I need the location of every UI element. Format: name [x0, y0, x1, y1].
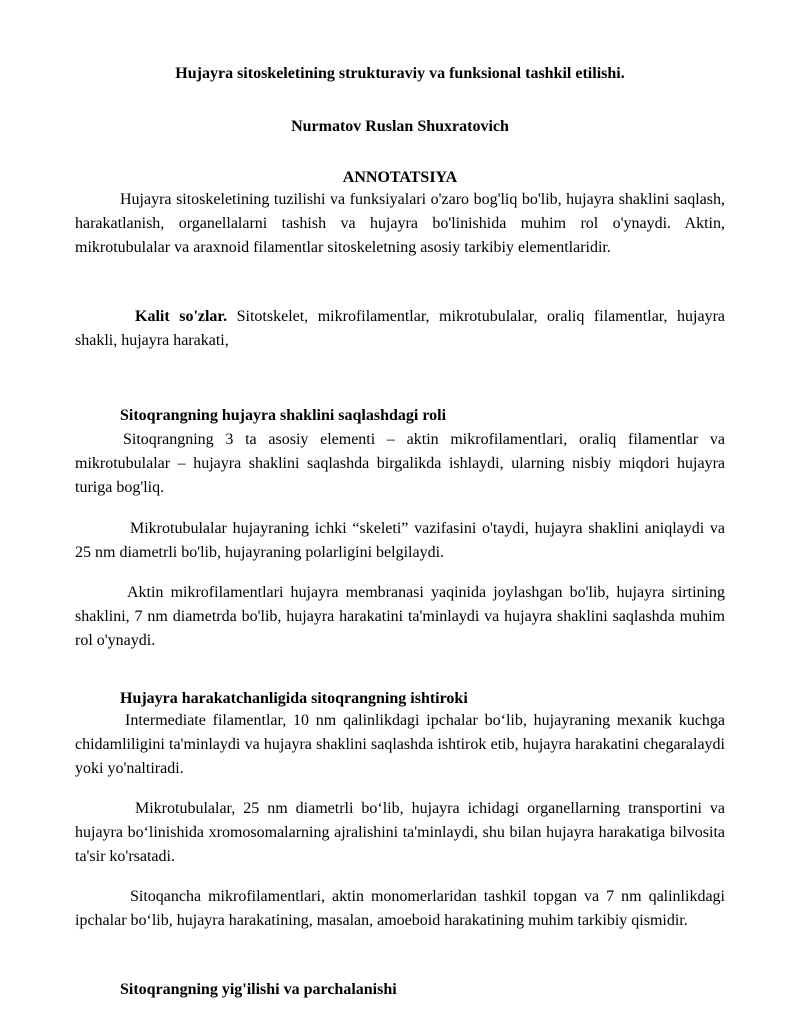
section2-p3-text: Sitoqancha mikrofilamentlari, aktin monomerlaridan tashkil topgan va 7 nm qalinlikdagi ipchalar bo‘lib, hujayra harakatining, masalan, amoeboid harakatining muhim tarkibiy qismidir.: [75, 888, 725, 929]
keywords-label: Kalit so'zlar.: [135, 308, 228, 325]
section-heading-motility: Hujayra harakatchanligida sitoqrangning ishtiroki: [120, 690, 468, 707]
section1-paragraph-1: [75, 428, 725, 500]
section2-paragraph-3: [75, 885, 725, 933]
section1-p3-text: Aktin mikrofilamentlari hujayra membranasi yaqinida joylashgan bo'lib, hujayra sirtining shaklini, 7 nm diametrda bo'lib, hujayra harakatini ta'minlaydi va hujayra shaklini saqlashda muhim rol o'ynaydi.: [75, 584, 725, 649]
section1-p1-text: Sitoqrangning 3 ta asosiy elementi – aktin mikrofilamentlari, oraliq filamentlar va mikrotubulalar – hujayra shaklini saqlashda birgalikda ishlaydi, ularning nisbiy miqdori hujayra turiga bog'liq.: [75, 431, 725, 496]
author-name: Nurmatov Ruslan Shuxratovich: [291, 118, 509, 135]
annotation-heading: ANNOTATSIYA: [342, 169, 458, 186]
section-heading-shape-maintenance: Sitoqrangning hujayra shaklini saqlashdagi roli: [120, 407, 447, 424]
annotation-paragraph: [75, 188, 725, 260]
section1-paragraph-2: [75, 517, 725, 565]
section2-p2-text: Mikrotubulalar, 25 nm diametrli bo‘lib, hujayra ichidagi organellarning transportini va hujayra bo‘linishida xromosomalarning ajralishini ta'minlaydi, shu bilan hujayra harakatiga bilvosita ta'sir ko'rsatadi.: [75, 800, 725, 865]
section1-paragraph-3: [75, 581, 725, 653]
section-heading-assembly: Sitoqrangning yig'ilishi va parchalanishi: [120, 981, 397, 998]
keywords-text: Sitotskelet, mikrofilamentlar, mikrotubulalar, oraliq filamentlar, hujayra shakli, hujayra harakati,: [75, 308, 726, 349]
keywords-line: [75, 305, 725, 353]
annotation-text: Hujayra sitoskeletining tuzilishi va funksiyalari o'zaro bog'liq bo'lib, hujayra shaklini saqlash, harakatlanish, organellalarni tashish va hujayra bo'linishida muhim rol o'ynaydi. Aktin, mikrotubulalar va araxnoid filamentlar sitoskeletning asosiy tarkibiy elementlaridir.: [75, 191, 725, 256]
section2-paragraph-1: [75, 709, 725, 781]
section2-p1-text: Intermediate filamentlar, 10 nm qalinlikdagi ipchalar bo‘lib, hujayraning mexanik kuchga chidamliligini ta'minlaydi va hujayra shaklini saqlashda ishtirok etib, hujayra harakatini chegaralaydi yoki yo'naltiradi.: [75, 712, 725, 777]
keywords-paragraph: [75, 305, 725, 353]
section2-paragraph-2: [75, 797, 725, 869]
document-title: Hujayra sitoskeletining strukturaviy va funksional tashkil etilishi.: [175, 65, 625, 82]
section1-p2-text: Mikrotubulalar hujayraning ichki “skeleti” vazifasini o'taydi, hujayra shaklini aniqlaydi va 25 nm diametrli bo'lib, hujayraning polarligini belgilaydi.: [75, 520, 725, 561]
